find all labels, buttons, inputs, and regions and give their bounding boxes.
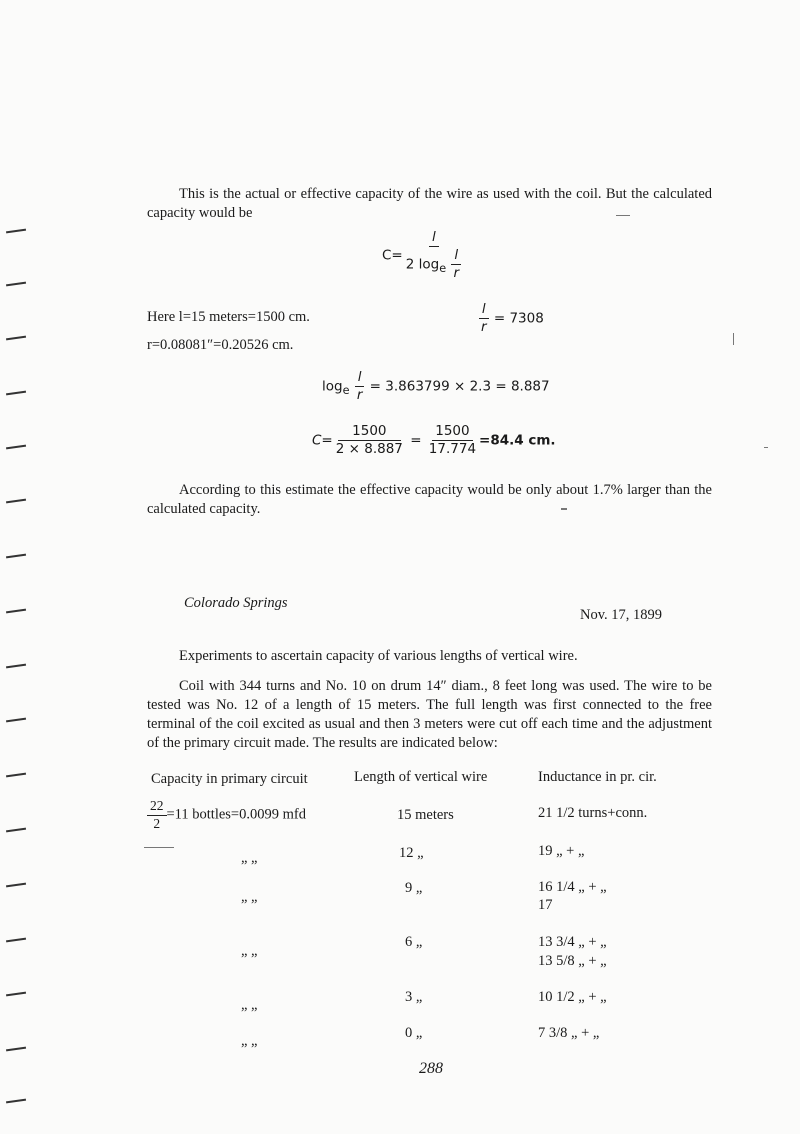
- log-base: e: [342, 384, 350, 398]
- here-line: Here l=15 meters=1500 cm.: [147, 309, 310, 325]
- scan-speck: [764, 447, 768, 448]
- paragraph-text: Coil with 344 turns and No. 10 on drum 14″ diam., 8 feet long was used. The wire to be tested was No. 12 of a length of 15 meters. The full length was first connected to the free terminal of the coil excited as usual and then 3 meters were cut off each time and the adjustment of the primary circuit made. The results are indicated below:: [147, 678, 712, 751]
- table-cell-inductance: 13 5/8 „ + „: [538, 953, 607, 969]
- paragraph-setup: [147, 677, 712, 753]
- table-cell-capacity: „ „: [241, 889, 258, 905]
- formula-log: 2 log: [405, 256, 440, 273]
- table-cell-inductance: 17: [538, 897, 553, 913]
- capacity-calculation: [312, 424, 556, 457]
- scan-speck: [733, 333, 734, 345]
- ratio-formula: [478, 302, 544, 335]
- calc-lhs: C=: [312, 432, 333, 449]
- paragraph-text: According to this estimate the effective capacity would be only about 1.7% larger than the calculated capacity.: [147, 482, 712, 517]
- capacity-rest: =11 bottles=0.0099 mfd: [166, 806, 306, 823]
- column-header-inductance: Inductance in pr. cir.: [538, 769, 657, 785]
- paragraph-text: Experiments to ascertain capacity of various lengths of vertical wire.: [179, 648, 578, 664]
- calc-eq: =: [410, 432, 422, 449]
- table-cell-inductance: 7 3/8 „ + „: [538, 1025, 600, 1041]
- formula-lhs: C=: [382, 247, 403, 264]
- scan-speck: [144, 847, 174, 848]
- calc-num-2: 1500: [432, 424, 472, 441]
- log-prefix: log: [322, 378, 343, 395]
- page-number: 288: [419, 1060, 443, 1077]
- ratio-value: = 7308: [493, 310, 544, 327]
- date-heading: Nov. 17, 1899: [580, 607, 663, 623]
- log-rest: = 3.863799 × 2.3 = 8.887: [369, 378, 550, 395]
- table-cell-inductance: 21 1/2 turns+conn.: [538, 805, 648, 821]
- scan-speck: [561, 508, 567, 510]
- table-cell-length: 9 „: [405, 880, 423, 896]
- table-cell-inductance: 10 1/2 „ + „: [538, 989, 607, 1005]
- calc-den-2: 17.774: [428, 440, 477, 457]
- table-cell-capacity: „ „: [241, 1033, 258, 1049]
- calc-result: =84.4 cm.: [479, 432, 556, 449]
- capacity-num: 22: [147, 799, 167, 816]
- table-cell-capacity: „ „: [241, 850, 258, 866]
- formula-numerator: l: [429, 230, 439, 247]
- paragraph-estimate: [147, 481, 712, 519]
- column-header-capacity: Capacity in primary circuit: [151, 771, 308, 787]
- log-formula: [322, 370, 550, 403]
- table-cell-capacity: [147, 799, 306, 832]
- ratio-den: r: [481, 318, 487, 335]
- table-cell-inductance: 19 „ + „: [538, 843, 585, 859]
- formula-capacity: [382, 230, 465, 281]
- calc-num-1: 1500: [338, 424, 400, 441]
- paragraph-intro: [147, 185, 712, 223]
- table-cell-capacity: „ „: [241, 943, 258, 959]
- location-heading: Colorado Springs: [184, 595, 288, 611]
- table-cell-length: 12 „: [399, 845, 424, 861]
- table-cell-length: 6 „: [405, 934, 423, 950]
- table-cell-inductance: 16 1/4 „ + „: [538, 879, 607, 895]
- ratio-num: l: [479, 302, 489, 319]
- log-num: l: [355, 370, 365, 387]
- column-header-length: Length of vertical wire: [354, 769, 488, 785]
- table-cell-length: 15 meters: [397, 807, 454, 823]
- formula-inner-num: l: [451, 248, 461, 265]
- formula-log-base: e: [439, 261, 447, 275]
- log-den: r: [356, 386, 363, 403]
- scan-speck: [616, 215, 630, 216]
- table-cell-length: 0 „: [405, 1025, 423, 1041]
- table-cell-inductance: 13 3/4 „ + „: [538, 934, 607, 950]
- formula-inner-den: r: [453, 264, 459, 281]
- table-cell-capacity: „ „: [241, 997, 258, 1013]
- capacity-den: 2: [153, 815, 161, 831]
- r-line: r=0.08081″=0.20526 cm.: [147, 337, 294, 353]
- calc-den-1: 2 × 8.887: [335, 440, 403, 457]
- paragraph-experiment: [147, 647, 712, 666]
- paragraph-text: This is the actual or effective capacity of the wire as used with the coil. But the calculated capacity would be: [147, 186, 712, 221]
- table-cell-length: 3 „: [405, 989, 423, 1005]
